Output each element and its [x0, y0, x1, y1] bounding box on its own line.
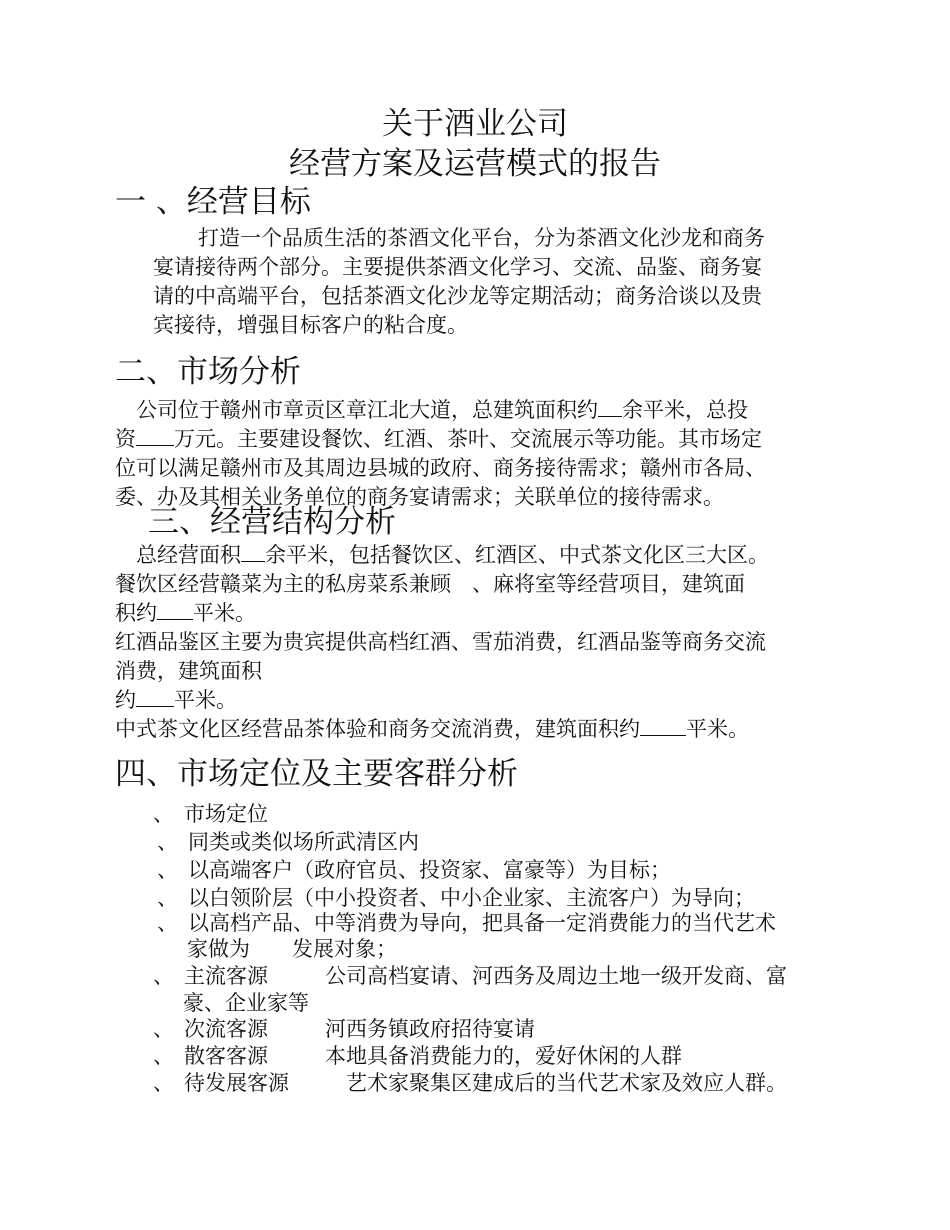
- section3-line3-text-a: 积约: [115, 601, 157, 625]
- bullet-mark: 、: [153, 802, 174, 826]
- total-area-blank: [241, 543, 265, 562]
- customer-source-continuation: 豪、企业家等: [183, 991, 309, 1015]
- document-title-line2: 经营方案及运营模式的报告: [289, 146, 661, 182]
- dining-area-blank: [157, 601, 193, 620]
- section3-line-6: [115, 686, 237, 715]
- bullet-mark: 、: [157, 886, 178, 910]
- section2-line-2: [115, 425, 762, 454]
- list-item-text: 以高端客户（政府官员、投资家、富豪等）为目标；: [188, 858, 671, 882]
- section3-line3-text-b: 平米。: [193, 601, 256, 625]
- section-heading-3: 三、经营结构分析: [148, 504, 396, 540]
- section-heading-2: 二、市场分析: [115, 354, 301, 390]
- section2-line2-text-a: 资: [115, 427, 136, 451]
- customer-source-row: [153, 1013, 535, 1043]
- list-item-text: 以高档产品、中等消费为导向，把具备一定消费能力的当代艺术: [188, 911, 776, 935]
- bullet-mark: 、: [157, 911, 178, 935]
- section3-line6-text-a: 约: [115, 688, 136, 712]
- section2-line-1: [136, 396, 748, 425]
- section3-line-5: 消费，建筑面积: [115, 659, 262, 683]
- source-label: 散客客源: [184, 1044, 268, 1068]
- section3-line-1: [136, 541, 769, 570]
- list-item: [157, 826, 419, 856]
- section1-line-3: 请的中高端平台，包括茶酒文化沙龙等定期活动；商务洽谈以及贵: [153, 284, 762, 308]
- source-label: 主流客源: [184, 964, 268, 988]
- section3-line6-text-b: 平米。: [174, 688, 237, 712]
- section2-line1-text-b: 余平米，总投: [622, 398, 748, 422]
- customer-source-row: [153, 1040, 682, 1070]
- section2-line1-text-a: 公司位于赣州市章贡区章江北大道，总建筑面积约: [136, 398, 598, 422]
- section2-line-3: 位可以满足赣州市及其周边县城的政府、商务接待需求；赣州市各局、: [115, 456, 766, 480]
- section3-line-2: 餐饮区经营赣菜为主的私房菜系兼顾 、麻将室等经营项目，建筑面: [115, 572, 745, 596]
- bullet-mark: 、: [157, 858, 178, 882]
- list-item-text: 市场定位: [184, 802, 268, 826]
- document-title-line1: 关于酒业公司: [382, 106, 568, 142]
- customer-source-row: [153, 960, 787, 990]
- section-heading-4: 四、市场定位及主要客群分析: [115, 756, 518, 792]
- bullet-mark: 、: [153, 1044, 174, 1068]
- source-text: 河西务镇政府招待宴请: [325, 1017, 535, 1041]
- source-text: 公司高档宴请、河西务及周边土地一级开发商、富: [325, 964, 787, 988]
- section2-line2-text-b: 万元。主要建设餐饮、红酒、茶叶、交流展示等功能。其市场定: [174, 427, 762, 451]
- bullet-mark: 、: [153, 1017, 174, 1041]
- section1-line-2: 宴请接待两个部分。主要提供茶酒文化学习、交流、品鉴、商务宴: [153, 255, 762, 279]
- section3-line-7: [115, 715, 749, 744]
- bullet-mark: 、: [153, 1071, 174, 1095]
- section3-line1-text-a: 总经营面积: [136, 543, 241, 567]
- area-blank: [598, 398, 622, 417]
- source-text: 艺术家聚集区建成后的当代艺术家及效应人群。: [346, 1071, 787, 1095]
- section3-line-4: 红酒品鉴区主要为贵宾提供高档红酒、雪茄消费，红酒品鉴等商务交流: [115, 630, 766, 654]
- section3-line7-text-b: 平米。: [686, 717, 749, 741]
- customer-source-row: [153, 1067, 787, 1097]
- source-label: 待发展客源: [184, 1071, 289, 1095]
- investment-blank: [136, 427, 174, 446]
- section1-line-4: 宾接待，增强目标客户的粘合度。: [153, 313, 468, 337]
- section2-line-4: 委、办及其相关业务单位的商务宴请需求；关联单位的接待需求。: [115, 485, 724, 509]
- tea-area-blank: [640, 717, 686, 736]
- section1-line-1: 打造一个品质生活的茶酒文化平台，分为茶酒文化沙龙和商务: [198, 226, 765, 250]
- list-item-text: 同类或类似场所武清区内: [188, 830, 419, 854]
- wine-area-blank: [136, 688, 174, 707]
- bullet-mark: 、: [157, 830, 178, 854]
- source-label: 次流客源: [184, 1017, 268, 1041]
- list-item: [157, 854, 671, 884]
- section3-line7-text-a: 中式茶文化区经营品茶体验和商务交流消费，建筑面积约: [115, 717, 640, 741]
- section3-line-3: [115, 599, 256, 628]
- list-item: [153, 798, 268, 828]
- bullet-mark: 、: [153, 964, 174, 988]
- source-text: 本地具备消费能力的，爱好休闲的人群: [325, 1044, 682, 1068]
- list-item-continuation: 家做为 发展对象；: [187, 937, 397, 961]
- section3-line1-text-b: 余平米，包括餐饮区、红酒区、中式茶文化区三大区。: [265, 543, 769, 567]
- section-heading-1: 一 、经营目标: [115, 184, 311, 220]
- list-item-text: 以白领阶层（中小投资者、中小企业家、主流客户）为导向；: [188, 886, 755, 910]
